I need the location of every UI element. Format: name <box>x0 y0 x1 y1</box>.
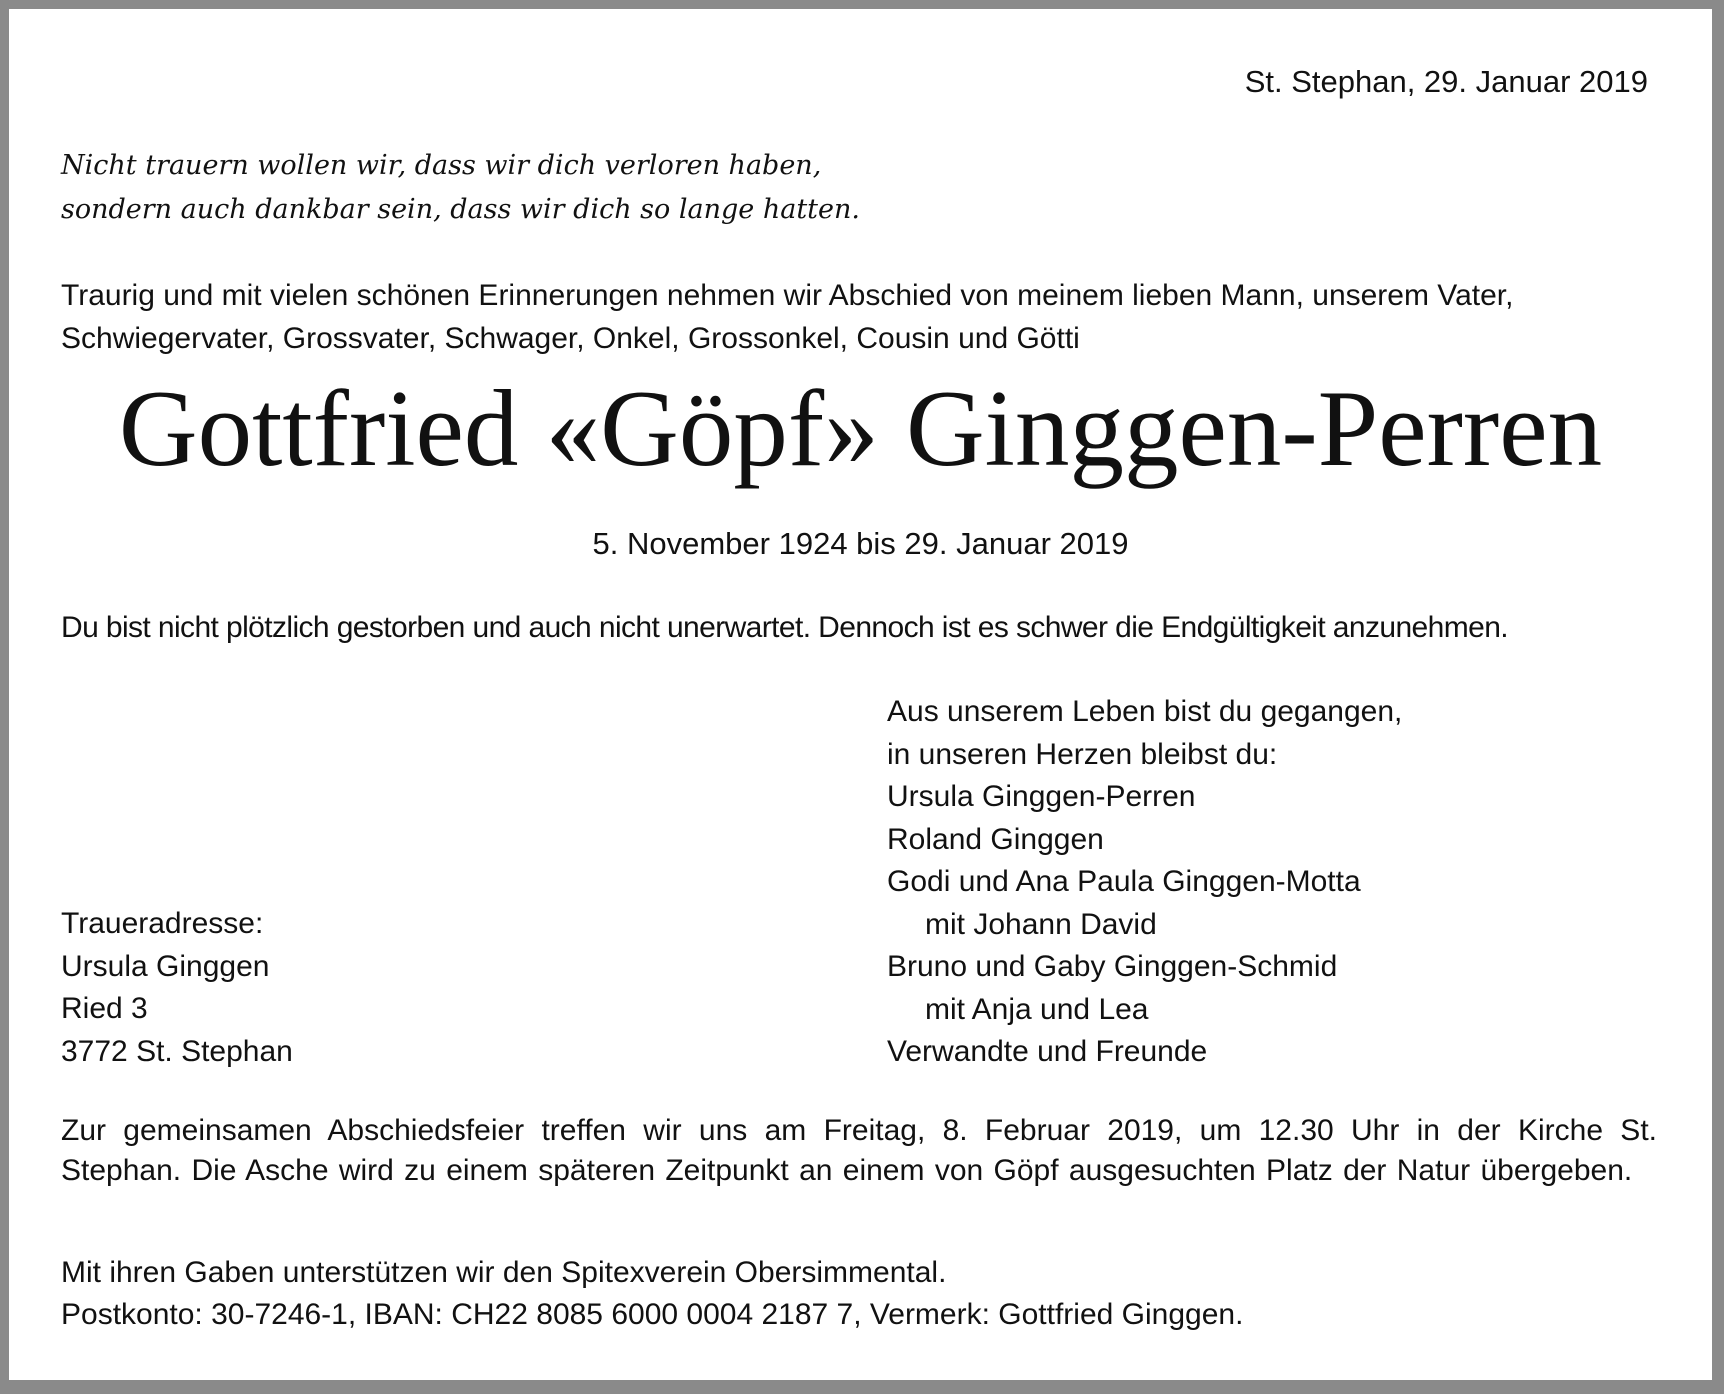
donation-account: Postkonto: 30-7246-1, IBAN: CH22 8085 6000 0004 2187 7, Vermerk: Gottfried Ginggen. <box>61 1298 1244 1331</box>
life-dates: 5. November 1924 bis 29. Januar 2019 <box>592 526 1129 561</box>
ceremony-details: Zur gemeinsamen Abschiedsfeier treffen wir uns am Freitag, 8. Februar 2019, um 12.30 Uhr in der Kirche St. Stephan. Die Asche wird zu einem späteren Zeitpunkt an einem von Göpf ausgesuchten Platz der Natur übergeben. <box>61 1114 1657 1187</box>
quote-line: Nicht trauern wollen wir, dass wir dich verloren haben, <box>61 150 822 181</box>
address-label: Traueradresse: <box>61 907 264 940</box>
family-member: Ursula Ginggen-Perren <box>887 780 1196 813</box>
intro-line: Traurig und mit vielen schönen Erinnerungen nehmen wir Abschied von meinem lieben Mann, unserem Vater, <box>61 279 1514 312</box>
deceased-name: Gottfried «Göpf» Ginggen-Perren <box>118 368 1603 489</box>
family-line: Aus unserem Leben bist du gegangen, <box>887 695 1403 728</box>
family-line: in unseren Herzen bleibst du: <box>887 737 1278 771</box>
address-street: Ried 3 <box>61 992 148 1025</box>
family-member: Verwandte und Freunde <box>887 1035 1208 1068</box>
mourning-address <box>61 903 293 1073</box>
intro-line: Schwiegervater, Grossvater, Schwager, Onkel, Grossonkel, Cousin und Götti <box>61 322 1080 355</box>
address-city: 3772 St. Stephan <box>61 1034 293 1068</box>
quote <box>61 144 860 232</box>
family-member: Godi und Ana Paula Ginggen-Motta <box>887 865 1361 898</box>
family-member: Roland Ginggen <box>887 822 1104 856</box>
intro-text <box>61 274 1513 360</box>
family-member: Bruno und Gaby Ginggen-Schmid <box>887 950 1338 983</box>
obituary-notice <box>9 9 1712 1380</box>
family-list <box>887 691 1402 1074</box>
address-name: Ursula Ginggen <box>61 949 270 983</box>
place-date: St. Stephan, 29. Januar 2019 <box>1244 64 1648 99</box>
donation-line: Mit ihren Gaben unterstützen wir den Spitexverein Obersimmental. <box>61 1256 947 1289</box>
family-member-child: mit Anja und Lea <box>925 992 1149 1026</box>
quote-line: sondern auch dankbar sein, dass wir dich so lange hatten. <box>61 194 860 225</box>
family-member-child: mit Johann David <box>925 907 1157 941</box>
remembrance-sentence: Du bist nicht plötzlich gestorben und auch nicht unerwartet. Dennoch ist es schwer die Endgültigkeit anzunehmen. <box>61 611 1509 644</box>
donation-info <box>61 1252 1243 1336</box>
